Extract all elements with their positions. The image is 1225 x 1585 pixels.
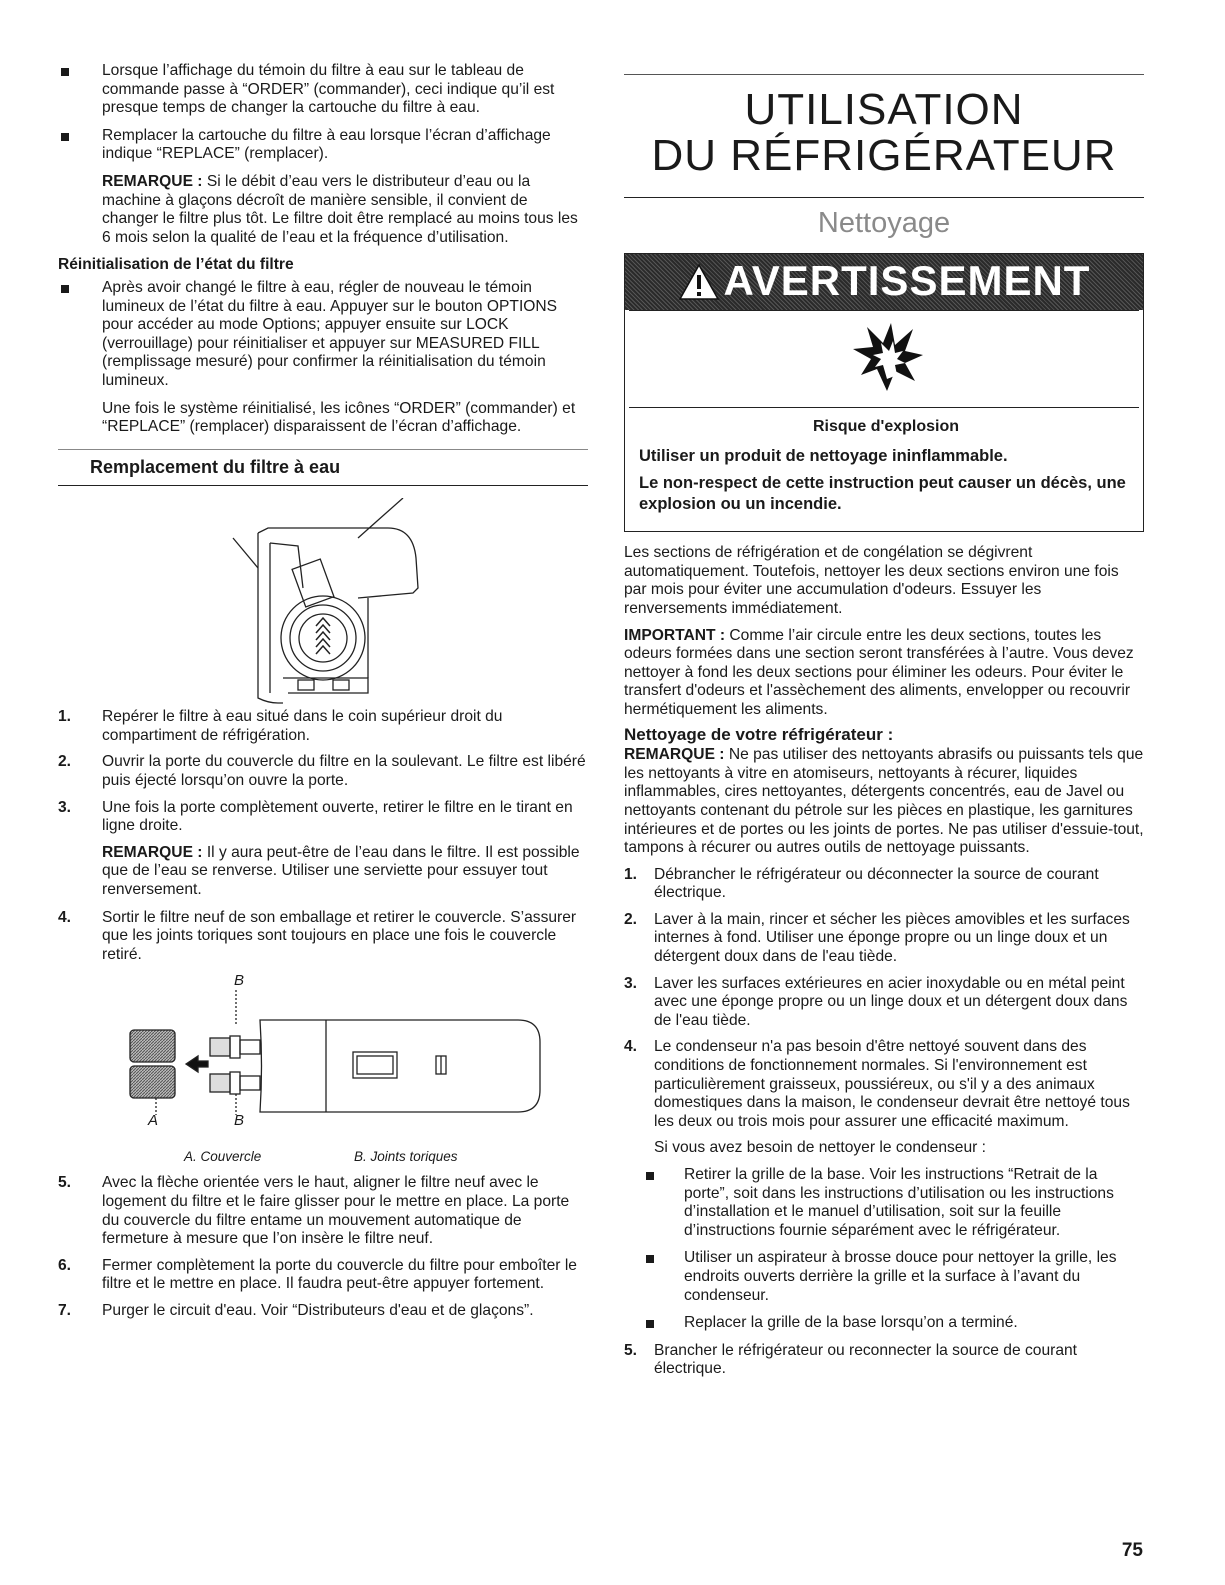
section-title: Remplacement du filtre à eau <box>90 456 341 477</box>
steps-list-a <box>58 708 588 964</box>
cleaning-heading: Nettoyage de votre réfrigérateur : <box>624 724 894 744</box>
step-3 <box>58 799 588 836</box>
note-label: REMARQUE : <box>102 172 203 190</box>
reset-heading: Réinitialisation de l’état du filtre <box>58 256 294 274</box>
note-flow <box>58 173 588 247</box>
step-number: 2. <box>58 753 72 771</box>
label-b-top: B <box>234 972 245 990</box>
caption-joints: B. Joints toriques <box>354 1149 458 1165</box>
explosion-icon <box>847 319 927 399</box>
right-column <box>624 62 1144 1387</box>
title-rule-top <box>624 74 1144 75</box>
step-text: Ouvrir la porte du couvercle du filtre en la soulevant. Le filtre est libéré puis éjecté lorsqu’on ouvre la porte. <box>102 753 586 790</box>
note-text: Il y aura peut-être de l’eau dans le filtre. Il est possible que de l’eau se renverse. Utiliser une serviette pour essuyer tout renversement. <box>102 843 580 899</box>
warning-line-2: Le non-respect de cette instruction peut causer un décès, une explosion ou un incendie. <box>639 474 1126 514</box>
condenser-note: Si vous avez besoin de nettoyer le condenseur : <box>654 1139 987 1157</box>
clean-step-5 <box>624 1342 1144 1379</box>
step-text: Fermer complètement la porte du couvercle du filtre pour emboîter le filtre et le mettre en place. Il faudra peut-être appuyer fortement. <box>102 1256 577 1293</box>
warning-line-1: Utiliser un produit de nettoyage ininflammable. <box>639 447 1008 466</box>
title-line-1: UTILISATION <box>744 85 1024 134</box>
bullet-replace: Remplacer la cartouche du filtre à eau lorsque l’écran d’affichage indique “REPLACE” (remplacer). <box>58 127 588 164</box>
condenser-bullets <box>624 1166 1144 1333</box>
title-rule-bottom <box>624 197 1144 198</box>
filter-cartridge-drawing <box>58 990 588 1140</box>
page-number: 75 <box>1121 1540 1143 1561</box>
cleaning-note <box>624 746 1144 858</box>
warning-box <box>624 253 1144 533</box>
reset-note: Une fois le système réinitialisé, les icônes “ORDER” (commander) et “REPLACE” (remplacer) disparaissent de l’écran d’affichage. <box>102 399 576 436</box>
condenser-bullet-1: Retirer la grille de la base. Voir les instructions “Retrait de la porte”, soit dans les instructions d’utilisation ou les instructions d’installation et le manuel d’utilisation, soit sur la feuille d’instructions fournie séparément avec le réfrigérateur. <box>624 1166 1144 1240</box>
warning-triangle-icon <box>678 263 720 301</box>
step-number: 4. <box>624 1038 638 1056</box>
step-text: Le condenseur n'a pas besoin d'être nettoyé souvent dans des conditions de fonctionnement normales. Si l'environnement est particulièrement graisseux, poussiéreux, ou s'il y a des animaux domestiques dans la maison, le condenseur devrait être nettoyé tous les deux ou trois mois pour assurer une efficacité maximum. <box>654 1038 1130 1130</box>
step-text: Purger le circuit d'eau. Voir “Distributeurs d'eau et de glaçons”. <box>102 1301 534 1319</box>
label-a: A <box>148 1112 159 1130</box>
step-number: 4. <box>58 908 72 926</box>
section-subtitle: Nettoyage <box>817 207 951 239</box>
note-text: Ne pas utiliser des nettoyants abrasifs ou puissants tels que les nettoyants à vitre en atomiseurs, nettoyants à récurer, liquides inflammables, cires nettoyantes, détergents concentrés, eau de Javel ou nettoyants contenant du pétrole sur les pièces en plastique, les garnitures intérieures et de portes ou les joints de portes. Ne pas utiliser d'essuie-tout, tampons à récurer ou autres outils de nettoyage puissants. <box>624 746 1144 857</box>
step-text: Débrancher le réfrigérateur ou déconnecter la source de courant électrique. <box>654 865 1099 902</box>
filter-housing-drawing <box>58 498 588 708</box>
clean-step-3 <box>624 975 1144 1031</box>
step-text: Laver les surfaces extérieures en acier inoxydable ou en métal peint avec une éponge propre ou un linge doux et un détergent doux dans de l'eau tiède. <box>654 974 1128 1029</box>
section-header <box>58 449 588 487</box>
warning-header <box>625 254 1143 310</box>
step-number: 5. <box>624 1341 638 1359</box>
filter-housing-illustration <box>58 498 588 708</box>
clean-step-1 <box>624 866 1144 903</box>
important-text: Comme l’air circule entre les deux sections, toutes les odeurs formées dans une section seront transférées à l’autre. Vous devez nettoyer à fond les deux sections pour éliminer les odeurs. Pour éviter le transfert d'odeurs et l'assèchement des aliments, envelopper ou recouvrir hermétiquement les aliments. <box>624 626 1134 718</box>
important-label: IMPORTANT : <box>624 626 726 644</box>
note-label: REMARQUE : <box>102 843 203 861</box>
left-column <box>58 62 588 1329</box>
step-number: 3. <box>58 798 72 816</box>
note-water <box>58 844 588 900</box>
step-4 <box>58 909 588 965</box>
figure-captions <box>58 1148 588 1174</box>
explosion-icon-area <box>629 310 1139 408</box>
step-text: Laver à la main, rincer et sécher les pièces amovibles et les surfaces internes à fond. Utiliser une éponge propre ou un linge doux et un détergent doux dans de l'eau tiède. <box>654 910 1130 966</box>
warning-body <box>625 408 1143 532</box>
step-7 <box>58 1302 588 1321</box>
step-1 <box>58 708 588 745</box>
step-text: Repérer le filtre à eau situé dans le coin supérieur droit du compartiment de réfrigération. <box>102 708 503 744</box>
step-text: Une fois la porte complètement ouverte, retirer le filtre en le tirant en ligne droite. <box>102 798 573 835</box>
title-line-2: DU RÉFRIGÉRATEUR <box>651 131 1117 180</box>
step-number: 2. <box>624 910 638 928</box>
cleaning-instructions <box>624 544 1144 1379</box>
bullet-reset: Après avoir changé le filtre à eau, régler de nouveau le témoin lumineux de l’état du filtre à eau. Appuyer sur le bouton OPTIONS pour accéder au mode Options; appuyer ensuite sur LOCK (verrouillage) pour réinitialiser et appuyer sur MEASURED FILL (remplissage mesuré) pour confirmer la réinitialisation du témoin lumineux. <box>58 279 588 391</box>
note-label: REMARQUE : <box>624 746 725 764</box>
clean-step-4 <box>624 1038 1144 1131</box>
step-number: 7. <box>58 1301 72 1319</box>
caption-couvercle: A. Couvercle <box>184 1149 262 1165</box>
condenser-bullet-2: Utiliser un aspirateur à brosse douce pour nettoyer la grille, les endroits ouverts derrière la grille et la surface à l’avant du condenseur. <box>624 1249 1144 1305</box>
label-b-bottom: B <box>234 1112 245 1130</box>
step-text: Brancher le réfrigérateur ou reconnecter la source de courant électrique. <box>654 1341 1077 1378</box>
warning-heading: Risque d'explosion <box>812 417 960 435</box>
step-number: 1. <box>624 865 638 883</box>
step-number: 6. <box>58 1256 72 1274</box>
condenser-bullet-3: Replacer la grille de la base lorsqu’on a terminé. <box>624 1314 1144 1333</box>
page-title <box>624 87 1144 179</box>
step-text: Sortir le filtre neuf de son emballage et retirer le couvercle. S’assurer que les joints toriques sont toujours en place une fois le couvercle retiré. <box>102 908 577 963</box>
note-text: Si le débit d’eau vers le distributeur d’eau ou la machine à glaçons décroît de manière sensible, il convient de changer le filtre plus tôt. Le filtre doit être remplacé au moins tous les 6 mois selon la qualité de l’eau et la fréquence d’utilisation. <box>102 172 578 246</box>
bullet-order: Lorsque l’affichage du témoin du filtre à eau sur le tableau de commande passe à “ORDER” (commander), ceci indique qu’il est presque temps de changer la cartouche du filtre à eau. <box>58 62 588 118</box>
step-2 <box>58 753 588 790</box>
warning-label: AVERTISSEMENT <box>723 257 1091 305</box>
filter-cartridge-illustration <box>58 972 588 1142</box>
cleaning-intro: Les sections de réfrigération et de congélation se dégivrent automatiquement. Toutefois, nettoyer les deux sections environ une fois par mois pour éviter une accumulation d'odeurs. Essuyer les renversements immédiatement. <box>624 544 1119 617</box>
steps-list-b <box>58 1174 588 1320</box>
step-6 <box>58 1257 588 1294</box>
step-text: Avec la flèche orientée vers le haut, aligner le filtre neuf avec le logement du filtre et le faire glisser pour le mettre en place. La porte du couvercle du filtre entame un mouvement automatique de fermeture à mesure que l’on insère le filtre neuf. <box>102 1174 570 1248</box>
step-number: 5. <box>58 1174 72 1192</box>
important-note <box>624 627 1144 720</box>
step-number: 1. <box>58 708 72 726</box>
step-number: 3. <box>624 974 638 992</box>
step-5 <box>58 1174 588 1248</box>
clean-step-2 <box>624 911 1144 967</box>
